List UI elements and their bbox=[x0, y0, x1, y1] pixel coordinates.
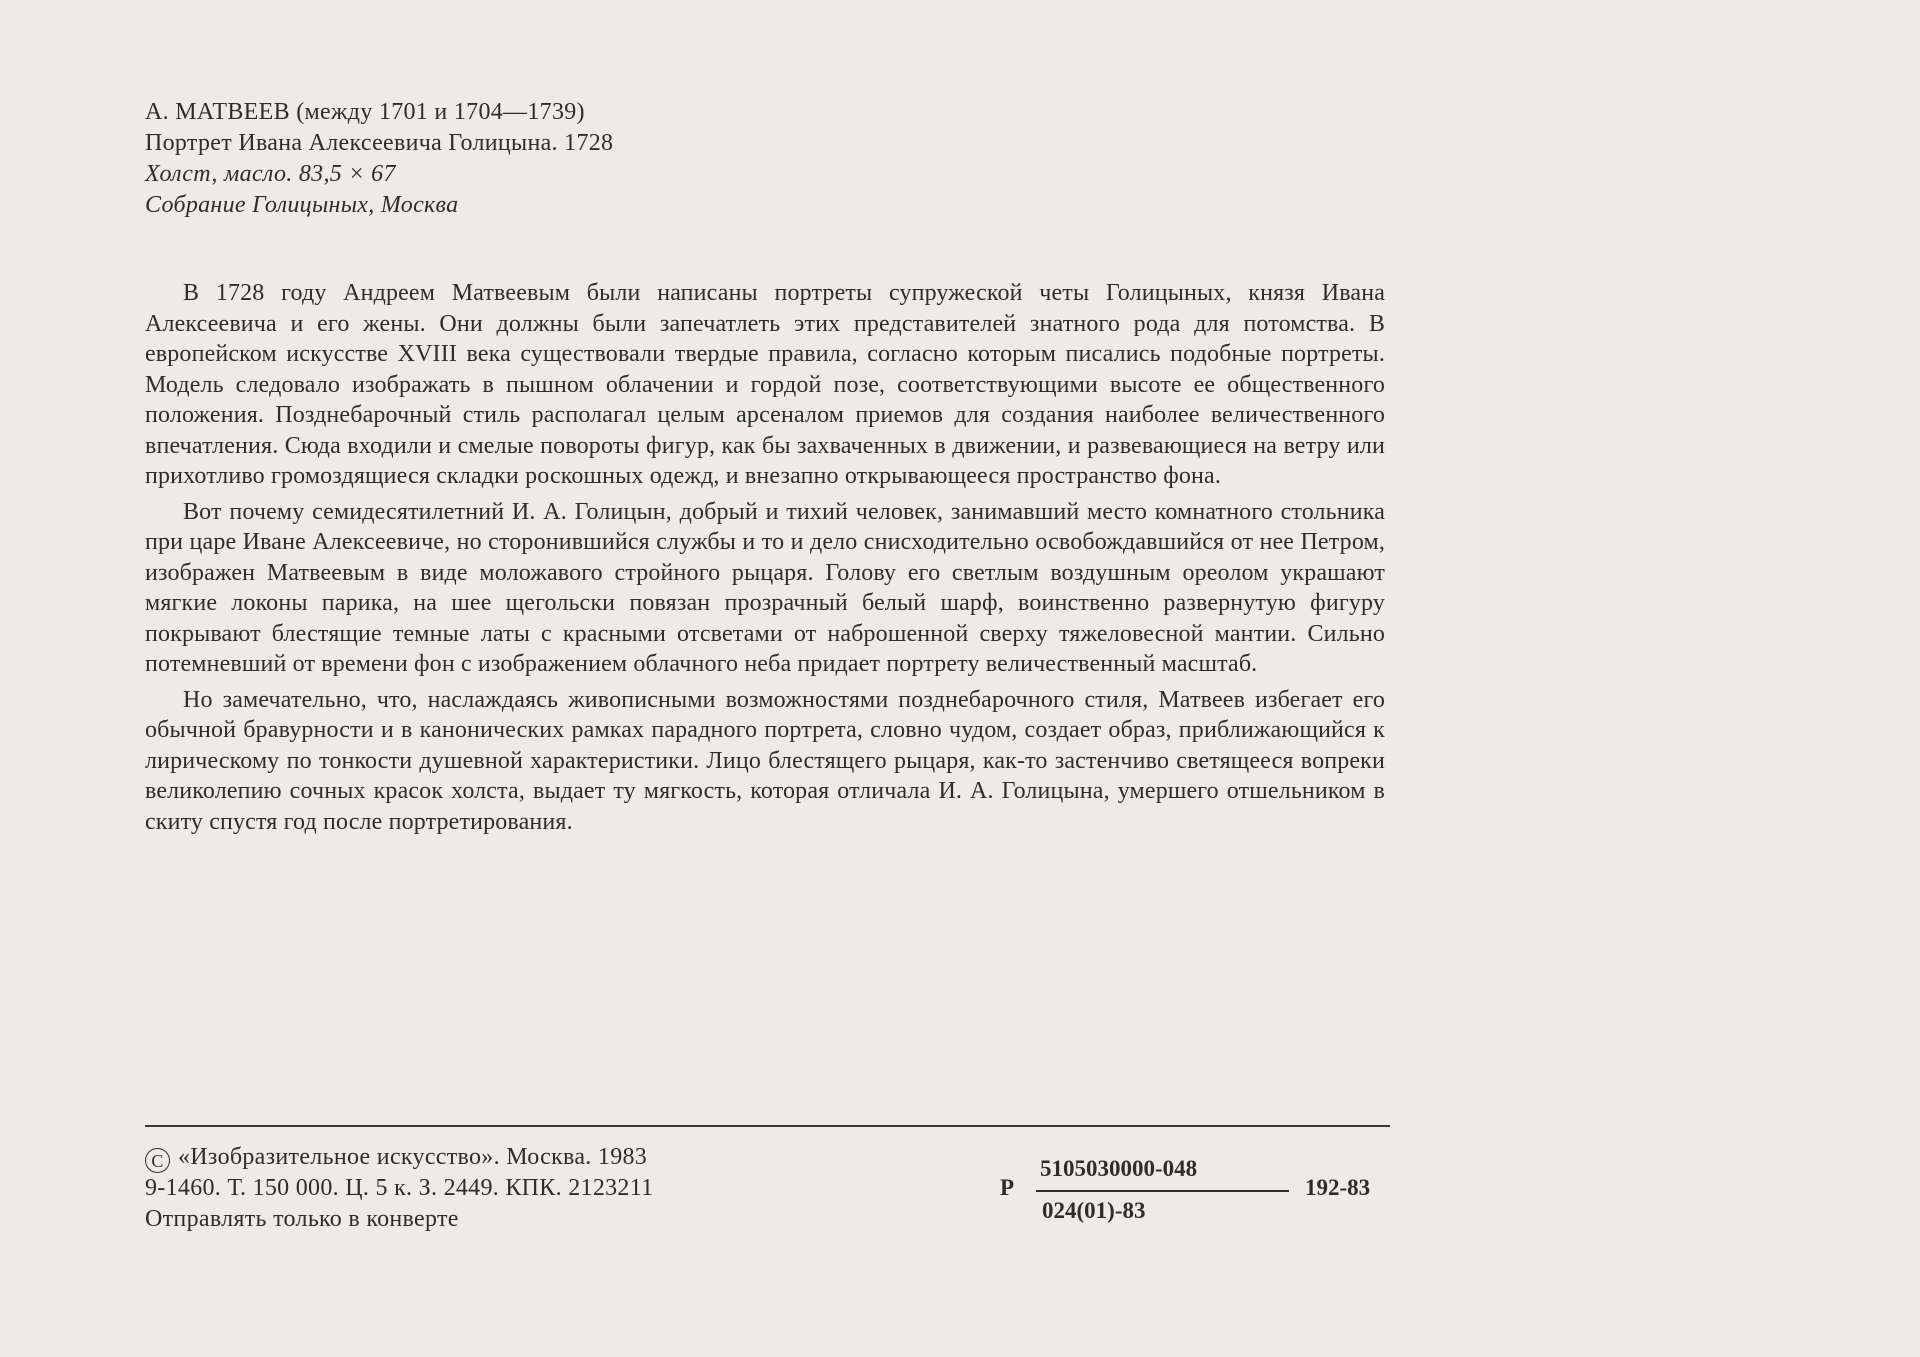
artwork-title: Портрет Ивана Алексеевича Голицына. 1728 bbox=[145, 130, 614, 156]
index-suffix: 192-83 bbox=[1305, 1175, 1371, 1200]
divider-rule bbox=[145, 1125, 1390, 1127]
index-denominator: 024(01)-83 bbox=[1042, 1198, 1146, 1223]
mailing-note: Отправлять только в конверте bbox=[145, 1206, 459, 1232]
publisher-text: «Изобразительное искусство». Москва. 1983 bbox=[178, 1144, 648, 1170]
fraction-line bbox=[1036, 1190, 1289, 1192]
description-paragraph: В 1728 году Андреем Матвеевым были написаны портреты супружеской четы Голицыных, князя Ивана Алексеевича и его жены. Они должны были запечатлеть этих представителей знатного рода для потомства. В европейском искусстве XVIII века существовали твердые правила, согласно которым писались подобные портреты. Модель следовало изображать в пышном облачении и гордой позе, соответствующими высоте ее общественного положения. Позднебарочный стиль располагал целым арсеналом приемов для создания наиболее величественного впечатления. Сюда входили и смелые повороты фигур, как бы захваченных в движении, и развевающиеся на ветру или прихотливо громоздящиеся складки роскошных одежд, и внезапно открывающееся пространство фона. bbox=[145, 280, 1385, 489]
catalog-index-code bbox=[1000, 1152, 1395, 1232]
description-paragraph: Но замечательно, что, наслаждаясь живописными возможностями позднебарочного стиля, Матвеев избегает его обычной бравурности и в канонических рамках парадного портрета, словно чудом, создает образ, приближающийся к лирическому по тонкости душевной характеристики. Лицо блестящего рыцаря, как-то застенчиво светящееся вопреки великолепию сочных красок холста, выдает ту мягкость, которая отличала И. А. Голицына, умершего отшельником в скиту спустя год после портретирования. bbox=[145, 686, 1385, 835]
artist-line: А. МАТВЕЕВ (между 1701 и 1704—1739) bbox=[145, 99, 585, 125]
artwork-collection: Собрание Голицыных, Москва bbox=[145, 192, 459, 218]
index-prefix: Р bbox=[1000, 1175, 1015, 1200]
copyright-icon: C bbox=[145, 1148, 170, 1173]
artwork-caption bbox=[145, 97, 613, 221]
imprint-block bbox=[145, 1142, 653, 1235]
description-paragraph: Вот почему семидесятилетний И. А. Голицын, добрый и тихий человек, занимавший место комнатного стольника при царе Иване Алексеевиче, но сторонившийся службы и то и дело снисходительно освобождавшийся от нее Петром, изображен Матвеевым в виде моложавого стройного рыцаря. Голову его светлым воздушным ореолом украшают мягкие локоны парика, на шее щегольски повязан прозрачный белый шарф, воинственно развернутую фигуру покрывают блестящие темные латы с красными отсветами от наброшенной сверху тяжеловесной мантии. Сильно потемневший от времени фон с изображением облачного неба придает портрету величественный масштаб. bbox=[145, 498, 1385, 677]
publisher-line bbox=[145, 1142, 653, 1173]
artwork-medium: Холст, масло. 83,5 × 67 bbox=[145, 161, 396, 187]
print-data-line: 9-1460. Т. 150 000. Ц. 5 к. З. 2449. КПК. 2123211 bbox=[145, 1175, 654, 1201]
description-text bbox=[145, 278, 1385, 842]
index-numerator: 5105030000-048 bbox=[1040, 1156, 1198, 1181]
